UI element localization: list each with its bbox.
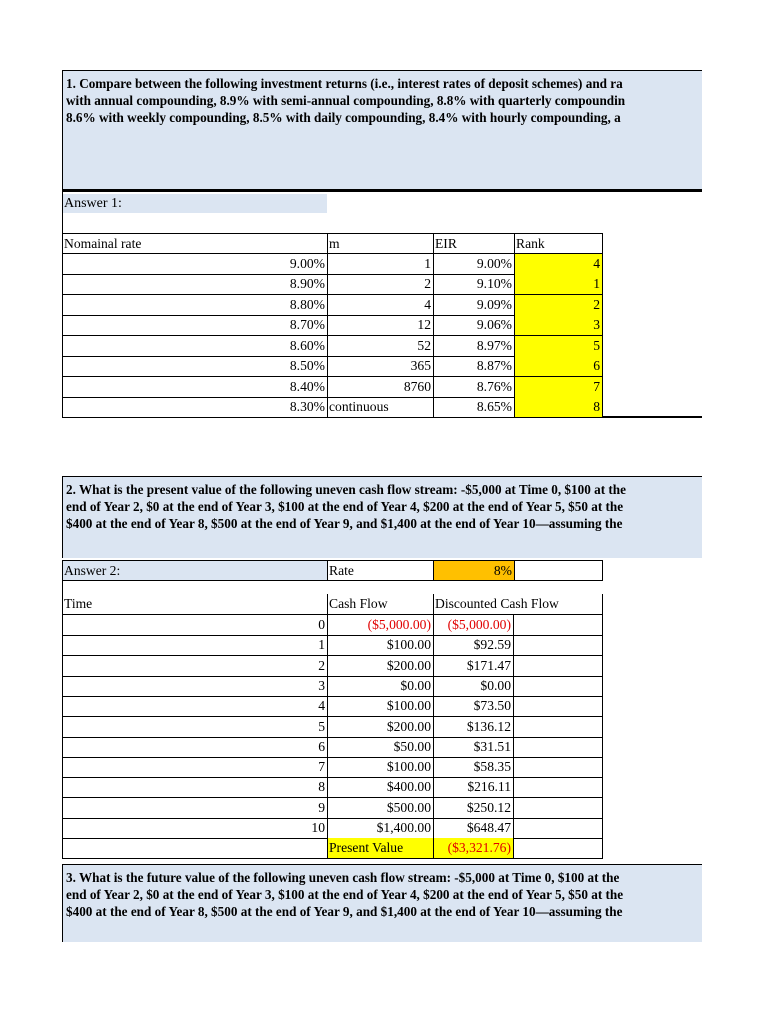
- rank-cell: 6: [514, 356, 603, 377]
- discounted-cash-flow-cell: $250.12: [433, 798, 514, 819]
- question-3-box: [62, 864, 702, 942]
- rank-cell: 2: [514, 295, 603, 316]
- cash-flow-cell: $200.00: [327, 656, 433, 677]
- nominal-rate-cell: 9.00%: [62, 254, 327, 275]
- discounted-cash-flow-cell: $92.59: [433, 635, 514, 656]
- time-cell: 2: [62, 656, 327, 677]
- eir-cell: 8.87%: [433, 356, 514, 377]
- header-nominal-rate: Nomainal rate: [62, 233, 327, 254]
- empty-cell: [514, 560, 603, 581]
- discounted-cash-flow-cell: ($5,000.00): [433, 615, 514, 636]
- empty-cell: [514, 676, 603, 697]
- cash-flow-cell: $1,400.00: [327, 818, 433, 839]
- time-cell: 7: [62, 757, 327, 778]
- discounted-cash-flow-cell: $73.50: [433, 696, 514, 717]
- nominal-rate-cell: 8.50%: [62, 356, 327, 377]
- blank-cell: [62, 581, 327, 594]
- rate-label: Rate: [327, 560, 433, 581]
- discounted-cash-flow-cell: $216.11: [433, 777, 514, 798]
- question-1-bottom-rule: [62, 189, 702, 192]
- question-1-line-1: 1. Compare between the following investment returns (i.e., interest rates of deposit schemes) and ra: [66, 76, 623, 91]
- time-cell: 8: [62, 777, 327, 798]
- answer-1-label: Answer 1:: [62, 194, 327, 213]
- time-cell: 6: [62, 737, 327, 758]
- rate-value: 8%: [433, 560, 514, 581]
- discounted-cash-flow-cell: $58.35: [433, 757, 514, 778]
- m-cell: 1: [327, 254, 433, 275]
- m-cell: 365: [327, 356, 433, 377]
- m-cell: 12: [327, 315, 433, 336]
- eir-cell: 8.97%: [433, 336, 514, 357]
- rank-cell: 3: [514, 315, 603, 336]
- time-cell: 4: [62, 696, 327, 717]
- header-discounted-cash-flow: Discounted Cash Flow: [433, 594, 603, 615]
- time-cell: 1: [62, 635, 327, 656]
- question-2-line-3: $400 at the end of Year 8, $500 at the end of Year 9, and $1,400 at the end of Year 10—assuming the: [66, 516, 623, 531]
- rank-cell: 8: [514, 397, 603, 418]
- cash-flow-cell: ($5,000.00): [327, 615, 433, 636]
- empty-cell: [514, 635, 603, 656]
- answer-1-left-rule: [62, 192, 63, 233]
- eir-cell: 8.76%: [433, 377, 514, 398]
- cash-flow-cell: $400.00: [327, 777, 433, 798]
- question-1-line-3: 8.6% with weekly compounding, 8.5% with daily compounding, 8.4% with hourly compounding, a: [66, 110, 621, 125]
- time-cell: 5: [62, 717, 327, 738]
- empty-cell: [514, 656, 603, 677]
- question-3-text: [63, 865, 702, 920]
- question-3-line-3: $400 at the end of Year 8, $500 at the end of Year 9, and $1,400 at the end of Year 10—assuming the: [66, 904, 623, 919]
- empty-cell: [62, 838, 327, 859]
- question-2-text: [63, 477, 702, 532]
- eir-cell: 9.09%: [433, 295, 514, 316]
- rank-cell: 5: [514, 336, 603, 357]
- empty-cell: [514, 838, 603, 859]
- eir-cell: 8.65%: [433, 397, 514, 418]
- discounted-cash-flow-cell: $31.51: [433, 737, 514, 758]
- discounted-cash-flow-cell: $648.47: [433, 818, 514, 839]
- cash-flow-cell: $100.00: [327, 635, 433, 656]
- header-m: m: [327, 233, 433, 254]
- rank-cell: 1: [514, 274, 603, 295]
- m-cell: 8760: [327, 377, 433, 398]
- nominal-rate-cell: 8.70%: [62, 315, 327, 336]
- m-cell: 52: [327, 336, 433, 357]
- rank-cell: 4: [514, 254, 603, 275]
- discounted-cash-flow-cell: $136.12: [433, 717, 514, 738]
- m-cell: 4: [327, 295, 433, 316]
- eir-cell: 9.00%: [433, 254, 514, 275]
- cash-flow-cell: $50.00: [327, 737, 433, 758]
- header-time: Time: [62, 594, 327, 615]
- cash-flow-cell: $0.00: [327, 676, 433, 697]
- cash-flow-cell: $100.00: [327, 757, 433, 778]
- cash-flow-cell: $200.00: [327, 717, 433, 738]
- question-2-line-1: 2. What is the present value of the following uneven cash flow stream: -$5,000 at Time 0, $100 at the: [66, 482, 626, 497]
- time-cell: 10: [62, 818, 327, 839]
- present-value-label: Present Value: [327, 838, 433, 859]
- question-1-box: [62, 70, 702, 192]
- cash-flow-cell: $100.00: [327, 696, 433, 717]
- empty-cell: [514, 757, 603, 778]
- empty-cell: [514, 615, 603, 636]
- nominal-rate-cell: 8.60%: [62, 336, 327, 357]
- nominal-rate-cell: 8.30%: [62, 397, 327, 418]
- empty-cell: [514, 696, 603, 717]
- empty-cell: [514, 717, 603, 738]
- eir-cell: 9.10%: [433, 274, 514, 295]
- eir-cell: 9.06%: [433, 315, 514, 336]
- question-2-line-2: end of Year 2, $0 at the end of Year 3, $100 at the end of Year 4, $200 at the end of Year 5, $50 at the: [66, 499, 624, 514]
- question-3-line-1: 3. What is the future value of the following uneven cash flow stream: -$5,000 at Time 0, $100 at the: [66, 870, 620, 885]
- time-cell: 0: [62, 615, 327, 636]
- empty-cell: [514, 737, 603, 758]
- nominal-rate-cell: 8.90%: [62, 274, 327, 295]
- empty-cell: [514, 798, 603, 819]
- m-cell: 2: [327, 274, 433, 295]
- discounted-cash-flow-cell: $171.47: [433, 656, 514, 677]
- header-cash-flow: Cash Flow: [327, 594, 433, 615]
- present-value-result: ($3,321.76): [433, 838, 514, 859]
- question-3-line-2: end of Year 2, $0 at the end of Year 3, $100 at the end of Year 4, $200 at the end of Year 5, $50 at the: [66, 887, 624, 902]
- empty-cell: [514, 818, 603, 839]
- time-cell: 9: [62, 798, 327, 819]
- question-2-box: [62, 476, 702, 558]
- answer-2-label: Answer 2:: [62, 560, 327, 581]
- table-1-bottom-rule: [603, 416, 702, 418]
- header-rank: Rank: [514, 233, 603, 254]
- m-cell: continuous: [327, 397, 433, 418]
- cash-flow-cell: $500.00: [327, 798, 433, 819]
- nominal-rate-cell: 8.80%: [62, 295, 327, 316]
- rank-cell: 7: [514, 377, 603, 398]
- empty-cell: [514, 777, 603, 798]
- nominal-rate-cell: 8.40%: [62, 377, 327, 398]
- question-1-text: [63, 71, 702, 126]
- discounted-cash-flow-cell: $0.00: [433, 676, 514, 697]
- header-eir: EIR: [433, 233, 514, 254]
- question-1-line-2: with annual compounding, 8.9% with semi-annual compounding, 8.8% with quarterly compoundin: [66, 93, 626, 108]
- time-cell: 3: [62, 676, 327, 697]
